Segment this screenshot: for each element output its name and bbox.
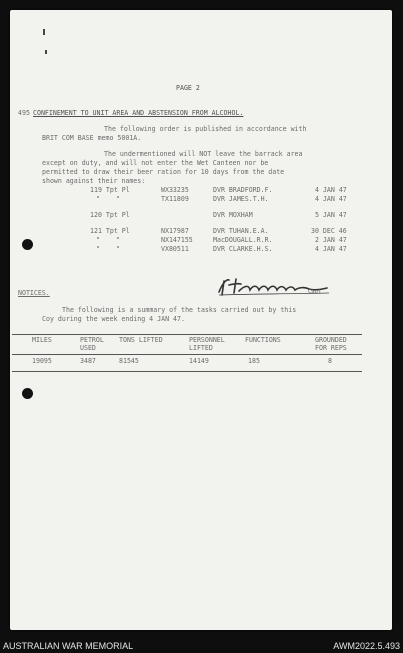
table-header: GROUNDED [315,336,347,344]
paragraph-line: except on duty, and will not enter the Wet Canteen nor be [42,159,269,167]
personnel-date: 5 JAN 47 [315,211,347,219]
table-header: MILES [32,336,52,344]
personnel-unit: 120 Tpt Pl [90,211,130,219]
personnel-unit: 119 Tpt Pl [90,186,130,194]
document-page [10,10,392,630]
personnel-number: NX147155 [161,236,193,244]
personnel-name: DVR MOXHAM [213,211,253,219]
table-rule [12,371,362,372]
paper-mark [45,50,47,54]
table-cell: 185 [248,357,260,365]
personnel-unit: " " [96,245,120,253]
notices-line: Coy during the week ending 4 JAN 47. [42,315,185,323]
personnel-name: DVR BRADFORD.F. [213,186,273,194]
paragraph-line: BRIT COM BASE memo 5001A. [42,134,142,142]
personnel-date: 30 DEC 46 [311,227,347,235]
table-cell: 3487 [80,357,96,365]
personnel-unit: " " [96,195,120,203]
table-cell: 19095 [32,357,52,365]
personnel-number: VX80511 [161,245,189,253]
paragraph-line: shown against their names: [42,177,146,185]
archive-footer [0,641,403,653]
table-cell: 8 [328,357,332,365]
page-label: PAGE 2 [176,84,200,92]
table-header: USED [80,344,96,352]
table-header: TONS LIFTED [119,336,163,344]
personnel-number: WX33235 [161,186,189,194]
table-header: PETROL [80,336,104,344]
table-cell: 81545 [119,357,139,365]
personnel-unit: " " [96,236,120,244]
notices-heading: NOTICES. [18,289,50,297]
personnel-date: 4 JAN 47 [315,245,347,253]
paragraph-line: permitted to draw their beer ration for 10 days from the date [42,168,285,176]
order-number: 495 [18,109,30,117]
personnel-date: 2 JAN 47 [315,236,347,244]
archive-reference: AWM2022.5.493 [333,641,400,651]
paper-mark [43,29,45,35]
personnel-name: MacDOUGALL.R.R. [213,236,273,244]
archive-name: AUSTRALIAN WAR MEMORIAL [3,641,134,651]
personnel-number: TX11809 [161,195,189,203]
personnel-number: NX17987 [161,227,189,235]
table-header: FOR REPS [315,344,347,352]
table-header: FUNCTIONS [245,336,281,344]
table-cell: 14149 [189,357,209,365]
personnel-name: DVR TUHAN.E.A. [213,227,269,235]
table-header: LIFTED [189,344,213,352]
punch-hole [22,388,33,399]
signature-rank: Capt [308,289,322,295]
table-rule [12,334,362,335]
personnel-name: DVR JAMES.T.H. [213,195,269,203]
punch-hole [22,239,33,250]
order-heading: CONFINEMENT TO UNIT AREA AND ABSTENSION FROM ALCOHOL. [33,109,244,117]
paragraph-line: The undermentioned will NOT leave the barrack area [104,150,303,158]
table-header: PERSONNEL [189,336,225,344]
personnel-date: 4 JAN 47 [315,186,347,194]
personnel-unit: 121 Tpt Pl [90,227,130,235]
personnel-date: 4 JAN 47 [315,195,347,203]
notices-line: The following is a summary of the tasks carried out by this [62,306,297,314]
table-rule [12,354,362,355]
personnel-name: DVR CLARKE.H.S. [213,245,273,253]
paragraph-line: The following order is published in accordance with [104,125,307,133]
